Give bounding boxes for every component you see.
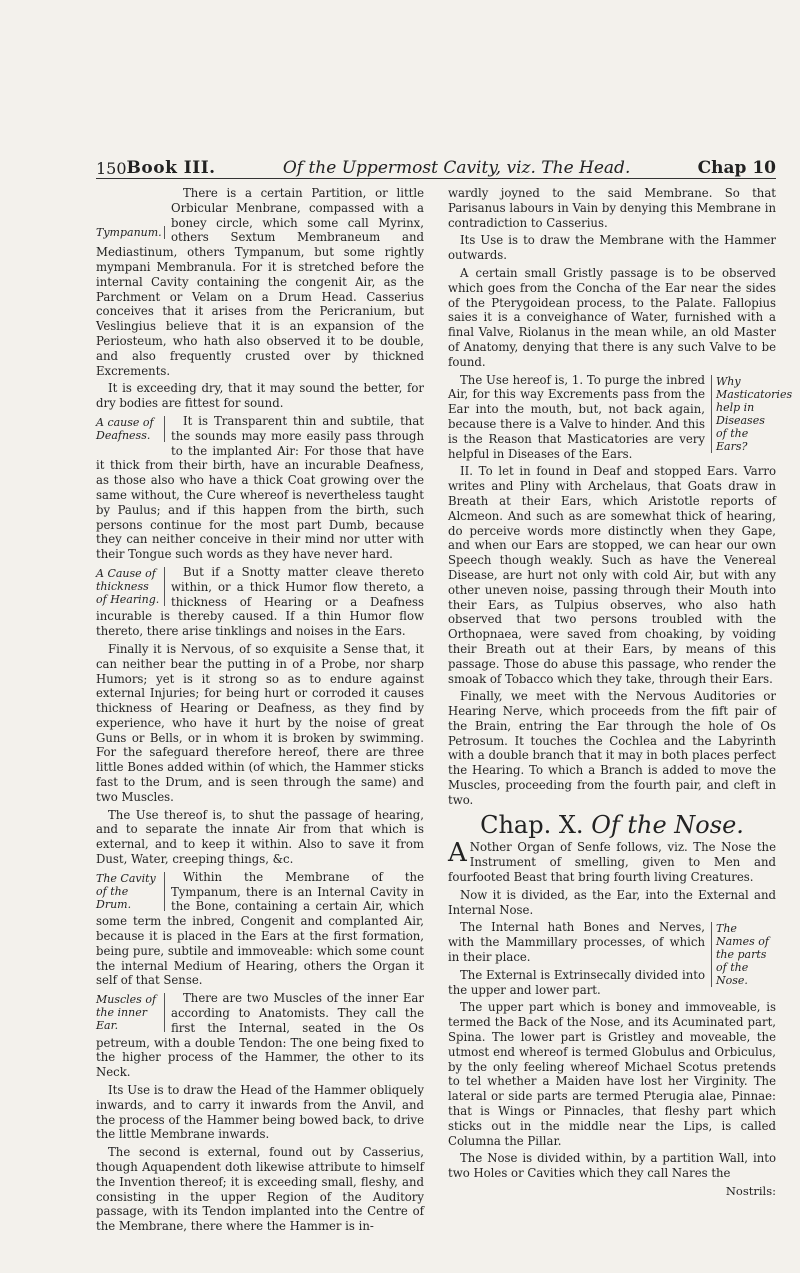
paragraph: The Use hereof is, 1. To purge the inbred Air, for this way Excrements pass from the Ear into the mouth, but, not back again, because there is a Valve to hinder. And this is the Reason that Masticatories are very helpful in Diseases of the Ears. [448, 372, 705, 461]
paragraph: Its Use is to draw the Membrane with the Hammer outwards. [448, 233, 776, 263]
paragraph: But if a Snotty matter cleave thereto within, or a thick Humor flow thereto, a thickness of Hearing or a Deafness incurable is thereby caused. If a thin Humor flow thereto, there arise tinklings and noises in the Ears. [96, 564, 424, 639]
paragraph [448, 840, 776, 884]
paragraph: Now it is divided, as the Ear, into the External and Internal Nose. [448, 887, 776, 917]
paragraph-text: Nother Organ of Senfe follows, viz. The Nose the Instrument of smelling, given to Men and fourfooted Beast that bring fourth living Creatures. [448, 840, 776, 885]
margin-note: A cause of Deafness. [96, 416, 165, 442]
paragraph: The upper part which is boney and immoveable, is termed the Back of the Nose, and its Acuminated part, Spina. The lower part is Gristley and moveable, the utmost end whereof is termed Globulus and Orbiculus, by the only feeling whereof Michael Scotus pretends to tel whether a Maiden have lost her Virginity. The lateral or side parts are termed Pterugia alae, Pinnae: that is Wings or Pinnacles, that fleshy part which sticks out in the middle near the Lips, is called Columna the Pillar. [448, 1000, 776, 1148]
page-number: 150 [96, 159, 127, 178]
left-column [96, 186, 424, 1256]
book-label: Book III. [126, 158, 216, 178]
paragraph: II. To let in found in Deaf and stopped Ears. Varro writes and Pliny with Archelaus, that Goats draw in Breath at their Ears, which Aristotle reports of Alcmeon. And such as are somewhat thick of hearing, do perceive words more distinctly when they Gape, and when our Ears are stopped, we can hear our own Speech though weakly. Such as have the Venereal Disease, are hurt not only with cold Air, but with any other uneven noise, passing through their Mouth into their Ears, as Tulpius observes, who also hath observed that two persons troubled with the Orthopnaea, were saved from choaking, by voiding their Breath out at their Ears, by means of this passage. Those do abuse this passage, who render the smoak of Tobacco which they take, through their Ears. [448, 464, 776, 686]
drop-cap: A [448, 838, 467, 869]
paragraph: wardly joyned to the said Membrane. So that Parisanus labours in Vain by denying this Membrane in contradiction to Casserius. [448, 186, 776, 230]
margin-note: A Cause of thickness of Hearing. [96, 567, 165, 606]
text-columns [96, 186, 793, 1256]
margin-note: Muscles of the inner Ear. [96, 993, 165, 1032]
paragraph: The Nose is divided within, by a partition Wall, into two Holes or Cavities which they call Nares the [448, 1151, 776, 1181]
paragraph: It is exceeding dry, that it may sound the better, for dry bodies are fittest for sound. [96, 381, 424, 411]
chapter-label: Chap 10 [697, 158, 776, 178]
margin-note: The Cavity of the Drum. [96, 872, 165, 911]
chapter-number: Chap. X. [480, 810, 584, 839]
chapter-title: Of the Nose. [591, 810, 744, 839]
paragraph: The second is external, found out by Casserius, though Aquapendent doth likewise attribute to himself the Invention thereof; it is exceeding small, fleshy, and consisting in the upper Region of the Auditory passage, with its Tendon implanted into the Centre of the Membrane, there where the Hammer is in- [96, 1145, 424, 1234]
paragraph: It is Transparent thin and subtile, that the sounds may more easily pass through to the implanted Air: For those that have it thick from their birth, have an incurable Deafness, as those also who have a thick Coat growing over the same without, the Cure whereof is nevertheless taught by Paulus; and if this happen from the birth, such persons continue for the most part Dumb, because they can neither conceive in their mind nor utter with their Tongue such words as they have never hard. [96, 413, 424, 562]
paragraph: Finally it is Nervous, of so exquisite a Sense that, it can neither bear the putting in of a Probe, nor sharp Humors; yet is it strong so as to endure against external Injuries; for being hurt or corroded it causes thickness of Hearing or Deafness, as they find by experience, who have it hurt by the noise of great Guns or Bells, or in whom it is broken by swimming. For the safeguard therefore hereof, there are three little Bones added within (of which, the Hammer sticks fast to the Drum, and is seen through the same) and two Muscles. [96, 641, 424, 804]
running-title: Of the Uppermost Cavity, viz. The Head. [282, 158, 631, 178]
margin-note: The Names of the parts of the Nose. [711, 922, 776, 987]
paragraph: The Use thereof is, to shut the passage of hearing, and to separate the innate Air from that which is external, and to keep it within. Also to save it from Dust, Water, creeping things, &c. [96, 807, 424, 867]
margin-note: Tympanum. [96, 226, 165, 239]
paragraph: Within the Membrane of the Tympanum, there is an Internal Cavity in the Bone, containing a certain Air, which some term the inbred, Congenit and complanted Air, because it is placed in the Ears at the first formation, being pure, subtile and immoveable: which some count the internal Medium of Hearing, others the Organ it self of that Sense. [96, 869, 424, 988]
paragraph: There is a certain Partition, or little Orbicular Menbrane, compassed with a boney circle, which some call Myrinx, others Sextum Membraneum and Mediastinum, others Tympanum, but some rightly mympani Membranula. For it is stretched before the internal Cavity containing the congenit Air, as the Parchment or Velam on a Drum Head. Casserius conceives that it arises from the Pericranium, but Veslingius believe that it is an expansion of the Periosteum, who hath also observed it to be double, and also frequently crusted over by thickned Excrements. [96, 186, 424, 378]
running-header [96, 144, 776, 179]
chapter-heading [448, 810, 776, 839]
right-column [448, 186, 793, 1256]
paragraph: The Internal hath Bones and Nerves, with the Mammillary processes, of which in their place. [448, 920, 705, 965]
paragraph: Its Use is to draw the Head of the Hammer obliquely inwards, and to carry it inwards from the Anvil, and the process of the Hammer being bowed back, to drive the little Membrane inwards. [96, 1083, 424, 1142]
paragraph: The External is Extrinsecally divided into the upper and lower part. [448, 967, 705, 997]
catchword: Nostrils: [725, 1184, 776, 1198]
paragraph: A certain small Gristly passage is to be observed which goes from the Concha of the Ear near the sides of the Pterygoidean process, to the Palate. Fallopius saies it is a conveighance of Water, furnished with a final Valve, Riolanus in the mean while, an old Master of Anatomy, denying that there is any such Valve to be found. [448, 265, 776, 369]
paragraph: Finally, we meet with the Nervous Auditories or Hearing Nerve, which proceeds from the fift pair of the Brain, entring the Ear through the hole of Os Petrosum. It touches the Cochlea and the Labyrinth with a double branch that it may in both places perfect the Hearing. To which a Branch is added to move the Muscles, proceeding from the fourth pair, and cleft in two. [448, 689, 776, 807]
margin-note: Why Masticatories help in Diseases of the Ears? [711, 375, 776, 453]
paragraph: There are two Muscles of the inner Ear according to Anatomists. They call the first the Internal, seated in the Os petreum, with a double Tendon: The one being fixed to the higher process of the Hammer, the other to its Neck. [96, 991, 424, 1080]
